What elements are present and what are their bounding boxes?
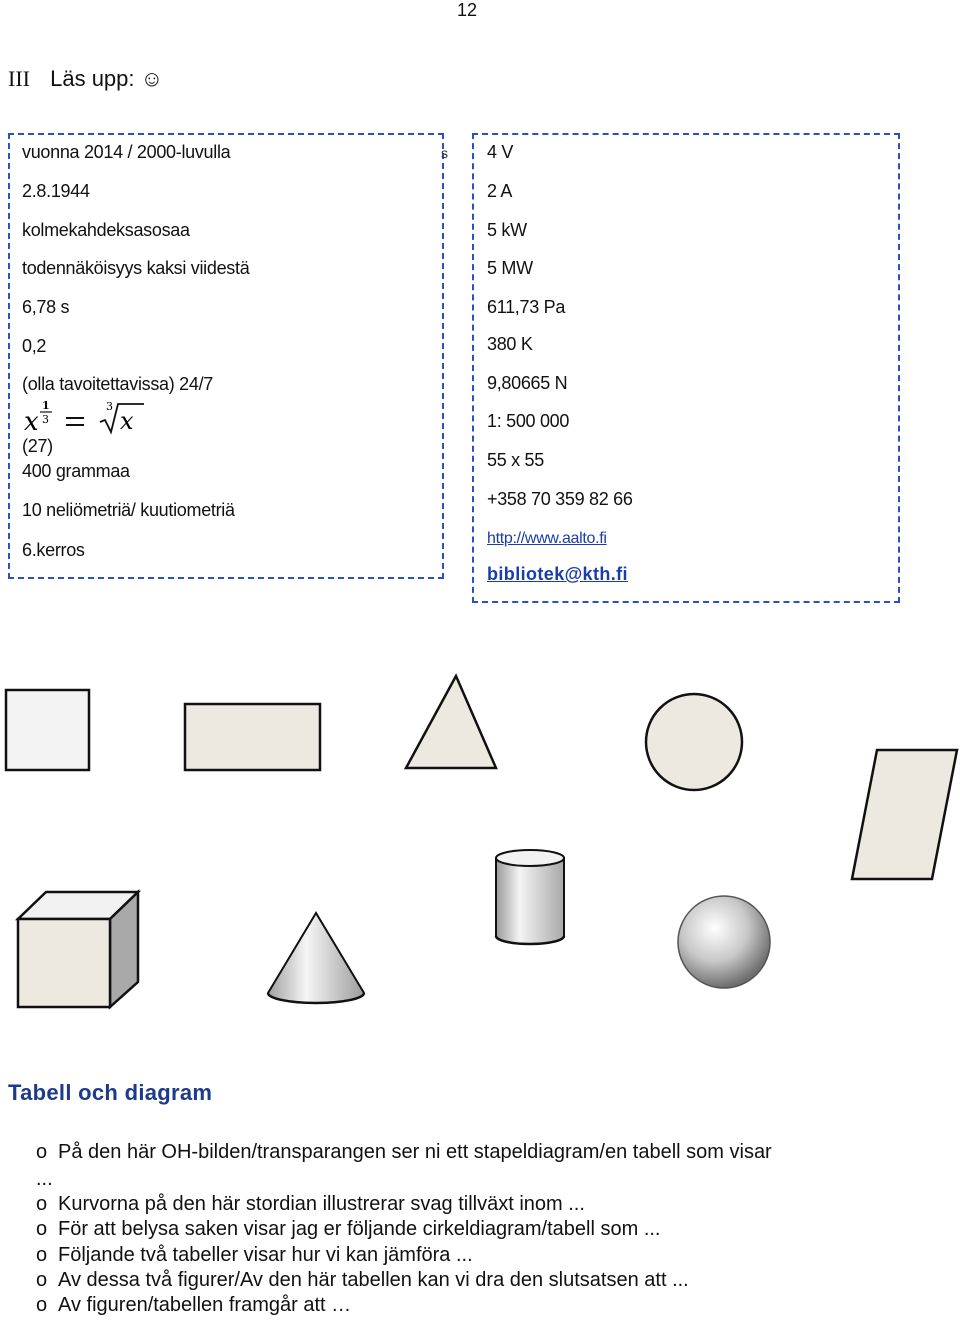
right-item: 1: 500 000 [487,411,570,431]
cone-shape [268,913,364,1003]
cube-shape [18,892,138,1007]
square-shape [6,690,89,770]
bullet-marker: o [36,1269,48,1291]
right-item: 380 K [487,334,533,354]
phrase-text: Kurvorna på den här stordian illustrerar svag tillväxt inom ... [58,1193,585,1215]
left-item: 6,78 s [22,297,70,317]
bullet-marker: o [36,1141,48,1163]
parallelogram-shape [852,750,957,879]
sphere-shape [678,896,770,988]
phrase-text: Följande två tabeller visar hur vi kan jämföra ... [58,1244,473,1266]
left-item: 0,2 [22,336,47,356]
section-roman-numeral: III [8,66,30,91]
phrase-text: På den här OH-bilden/transparangen ser ni ett stapeldiagram/en tabell som visar [58,1141,772,1163]
phrase-text: Av dessa två figurer/Av den här tabellen kan vi dra den slutsatsen att ... [58,1269,689,1291]
right-item: 2 A [487,181,513,201]
right-item: 4 V [487,142,514,162]
right-item: 5 MW [487,258,533,278]
left-item: 6.kerros [22,540,85,560]
right-item: 9,80665 N [487,373,568,393]
phrase-item [36,1294,351,1317]
geometric-shapes [0,660,960,1020]
section-title: Läs upp: [50,66,135,91]
triangle-shape [406,676,496,768]
formula-exp-num: 1 [42,399,50,412]
formula-root-index: 3 [106,400,113,413]
left-item: todennäköisyys kaksi viidestä [22,258,250,278]
left-item: kolmekahdeksasosaa [22,220,190,240]
right-item: 55 x 55 [487,450,544,470]
formula-radicand: x [120,407,134,435]
page-number: 12 [457,0,478,20]
cylinder-shape [496,850,564,944]
phrase-text: För att belysa saken visar jag er följande cirkeldiagram/tabell som ... [58,1218,661,1240]
left-item: 2.8.1944 [22,181,90,201]
math-formula [20,398,150,436]
bullet-marker: o [36,1193,48,1215]
phrase-item [36,1193,585,1216]
website-link[interactable]: http://www.aalto.fi [487,530,607,547]
formula-exp-den: 3 [42,413,49,426]
left-item: (olla tavoitettavissa) 24/7 [22,374,213,394]
right-item: 611,73 Pa [487,297,566,317]
phrase-item [36,1244,473,1267]
left-item: (27) [22,436,53,456]
left-item: 400 grammaa [22,461,130,481]
phrase-text: Av figuren/tabellen framgår att … [58,1294,352,1316]
phrase-continuation: ... [36,1168,53,1190]
left-item: 10 neliömetriä/ kuutiometriä [22,500,235,520]
bullet-marker: o [36,1294,48,1316]
section-heading [8,66,163,92]
email-link[interactable]: bibliotek@kth.fi [487,564,628,584]
phrase-item [36,1218,661,1241]
formula-base: x [24,407,39,436]
bullet-marker: o [36,1218,48,1240]
stray-mark: s [441,145,448,161]
phrase-item [36,1141,772,1164]
left-item: vuonna 2014 / 2000-luvulla [22,142,231,162]
circle-shape [646,694,742,790]
bullet-marker: o [36,1244,48,1266]
smiley-icon: ☺ [140,66,164,91]
right-item: 5 kW [487,220,527,240]
phrase-item [36,1269,689,1292]
rectangle-shape [185,704,320,770]
tabell-heading: Tabell och diagram [8,1080,213,1105]
right-item: +358 70 359 82 66 [487,489,633,509]
